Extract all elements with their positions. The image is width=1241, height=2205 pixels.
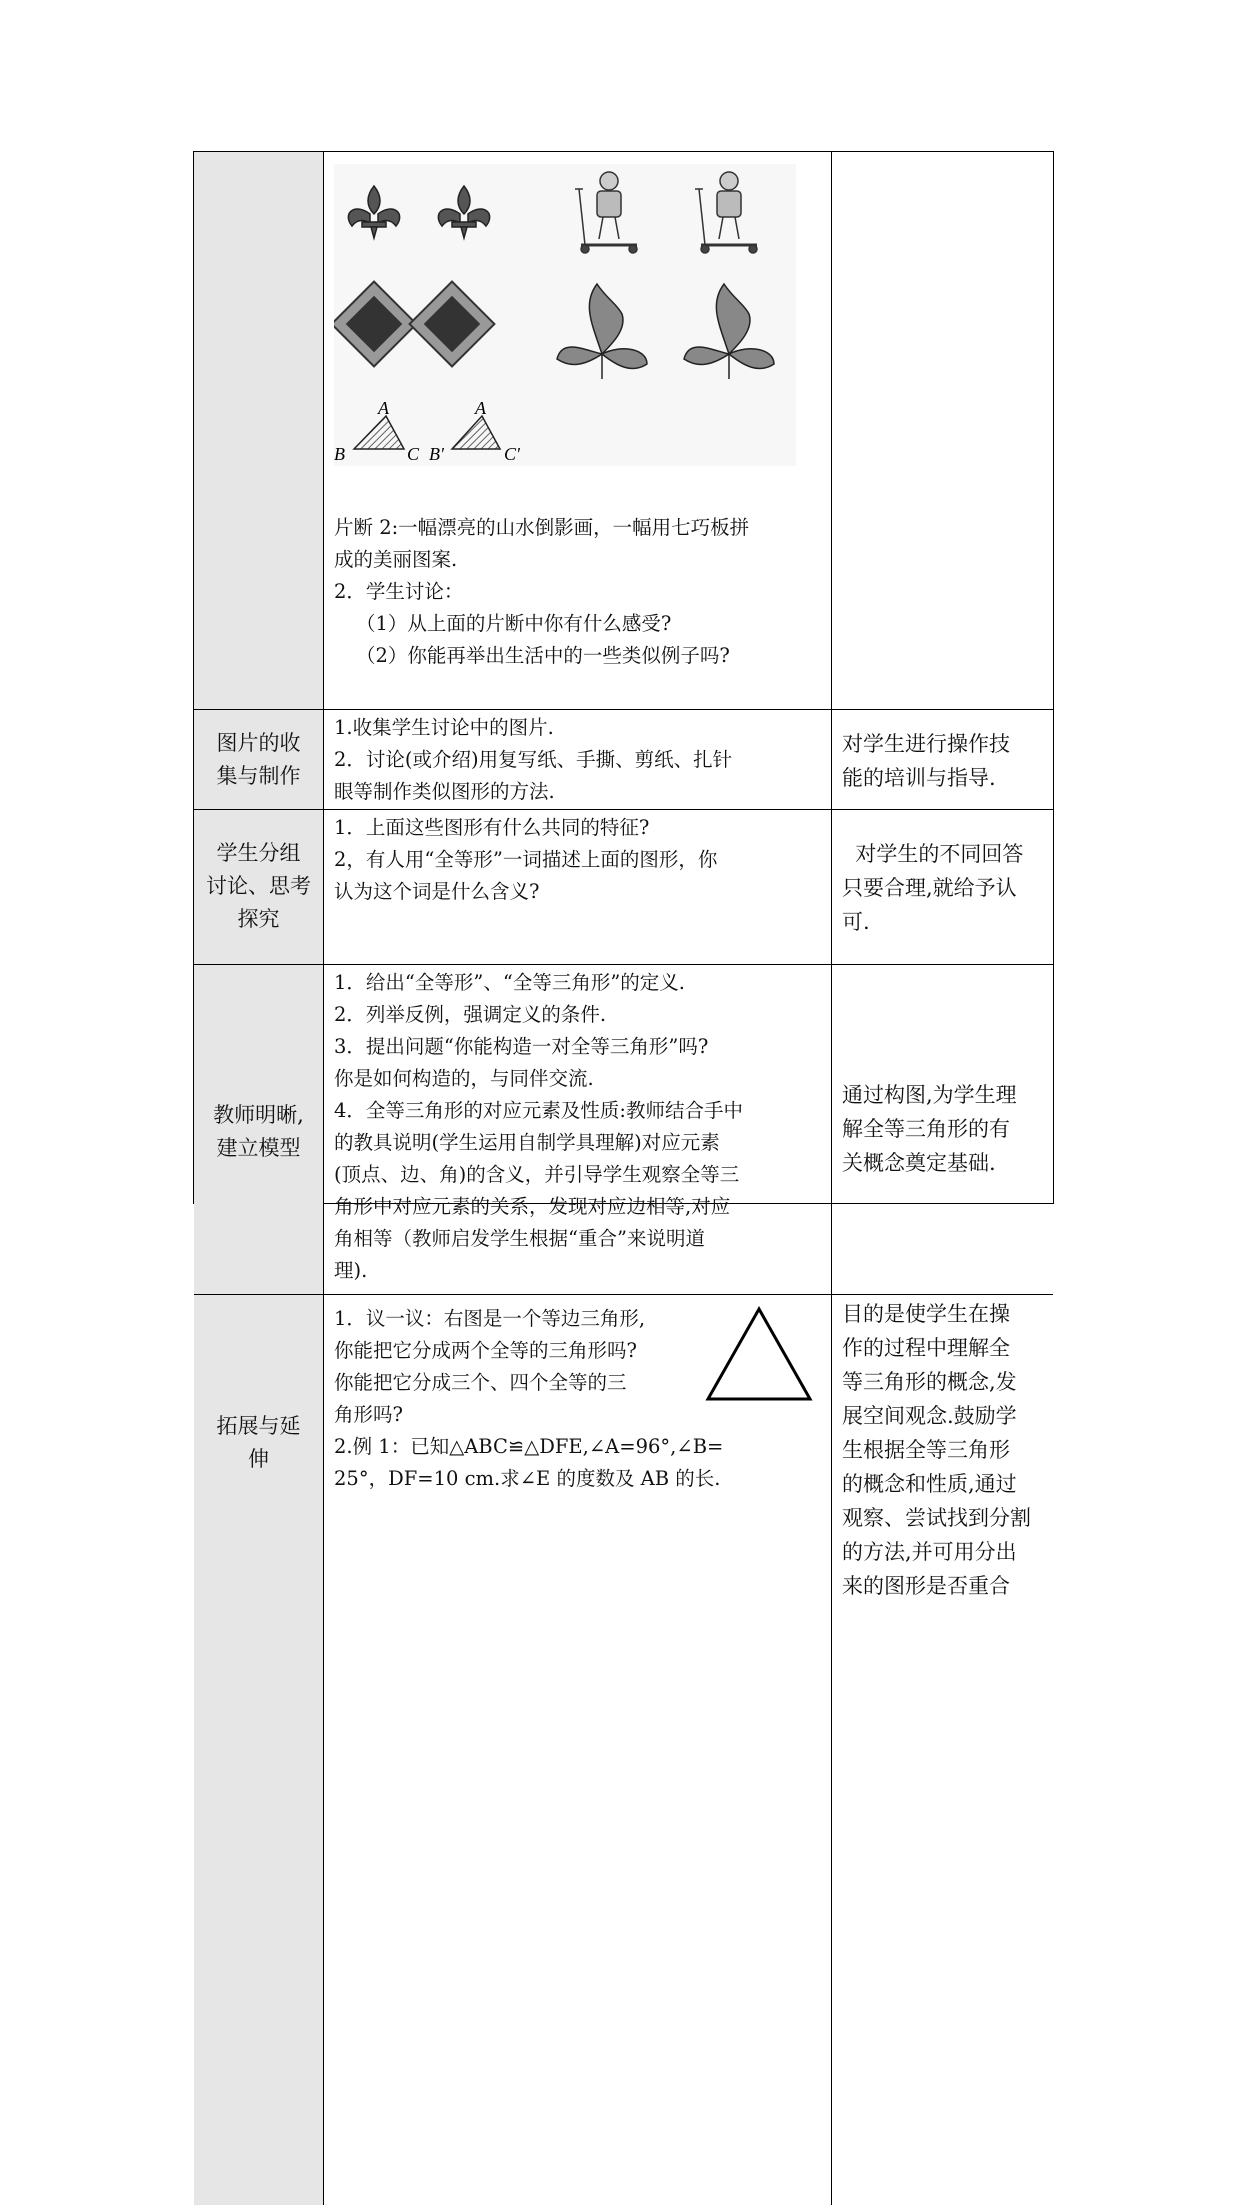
text-line: 对学生的不同回答 — [842, 842, 1024, 866]
text-line: 能的培训与指导. — [842, 766, 996, 790]
text-line: 成的美丽图案. — [334, 548, 458, 571]
text-line: 可. — [842, 910, 870, 934]
purpose-cell — [832, 810, 1053, 964]
stage-cell — [194, 1295, 324, 2205]
stage-cell — [194, 710, 324, 809]
text-line: 作的过程中理解全 — [842, 1336, 1010, 1360]
text-line: 认为这个词是什么含义? — [334, 880, 540, 903]
table-row — [194, 809, 1053, 964]
text-line: 目的是使学生在操 — [842, 1302, 1010, 1326]
stage-label: 讨论、思考 — [206, 874, 311, 898]
text-line: 2.例 1：已知△ABC≌△DFE,∠A=96°,∠B= — [334, 1435, 724, 1458]
equilateral-triangle-figure — [704, 1305, 814, 1403]
activity-cell — [324, 965, 832, 1294]
stage-label: 探究 — [237, 907, 280, 931]
text-line: 2．学生讨论： — [334, 580, 464, 603]
text-line: 的概念和性质,通过 — [842, 1472, 1017, 1496]
vertex-label: A — [475, 398, 486, 418]
text-line: 你是如何构造的，与同伴交流. — [334, 1067, 594, 1090]
stage-label: 集与制作 — [216, 764, 301, 788]
text-line: 2．列举反例，强调定义的条件. — [334, 1003, 607, 1026]
text-line: 25°，DF=10 cm.求∠E 的度数及 AB 的长. — [334, 1467, 721, 1490]
text-line: 你能把它分成两个全等的三角形吗? — [334, 1339, 637, 1362]
activity-cell — [324, 810, 832, 964]
text-line: (顶点、边、角)的含义，并引导学生观察全等三 — [334, 1163, 740, 1186]
text-line: 角相等（教师启发学生根据“重合”来说明道 — [334, 1227, 705, 1250]
purpose-cell — [832, 710, 1053, 809]
text-line: 3．提出问题“你能构造一对全等三角形”吗? — [334, 1035, 709, 1058]
text-line: 的方法,并可用分出 — [842, 1540, 1017, 1564]
vertex-label: C' — [504, 444, 520, 464]
text-line: 4．全等三角形的对应元素及性质:教师结合手中 — [334, 1099, 743, 1122]
activity-cell — [324, 710, 832, 809]
text-line: 理). — [334, 1259, 368, 1282]
purpose-cell — [832, 965, 1053, 1294]
vertex-label: B — [334, 444, 345, 464]
congruent-figures-image — [334, 164, 796, 466]
table-row — [194, 709, 1053, 809]
text-line: 角形吗? — [334, 1403, 403, 1426]
table-row — [194, 1294, 1053, 2205]
text-line: 解全等三角形的有 — [842, 1117, 1010, 1141]
purpose-cell — [832, 1295, 1053, 2205]
lesson-table — [193, 151, 1054, 1598]
text-line: 你能把它分成三个、四个全等的三 — [334, 1371, 627, 1394]
stage-label: 伸 — [248, 1447, 269, 1471]
purpose-cell — [832, 152, 1053, 709]
text-line: 等三角形的概念,发 — [842, 1370, 1017, 1394]
stage-label: 拓展与延 — [216, 1414, 301, 1438]
stage-cell — [194, 810, 324, 964]
text-line: 观察、尝试找到分割 — [842, 1506, 1031, 1530]
stage-label: 图片的收 — [216, 731, 301, 755]
text-line: 2，有人用“全等形”一词描述上面的图形，你 — [334, 848, 718, 871]
text-line: 关概念奠定基础. — [842, 1151, 996, 1175]
stage-label: 学生分组 — [216, 841, 301, 865]
text-line: 眼等制作类似图形的方法. — [334, 780, 555, 803]
table-row — [194, 964, 1053, 1294]
table-row — [194, 152, 1053, 709]
text-line: 对学生进行操作技 — [842, 732, 1010, 756]
text-line: 展空间观念.鼓励学 — [842, 1404, 1017, 1428]
text-line: 2．讨论(或介绍)用复写纸、手撕、剪纸、扎针 — [334, 748, 733, 771]
text-line: （1）从上面的片断中你有什么感受? — [356, 612, 672, 635]
text-line: 1．议一议：右图是一个等边三角形, — [334, 1307, 646, 1330]
text-line: 1．给出“全等形”、“全等三角形”的定义. — [334, 971, 685, 994]
text-line: 1．上面这些图形有什么共同的特征? — [334, 816, 650, 839]
text-line: 通过构图,为学生理 — [842, 1083, 1017, 1107]
stage-cell — [194, 152, 324, 709]
activity-text — [334, 512, 823, 672]
text-line: （2）你能再举出生活中的一些类似例子吗? — [356, 644, 730, 667]
text-line: 的教具说明(学生运用自制学具理解)对应元素 — [334, 1131, 720, 1154]
text-line: 角形中对应元素的关系，发现对应边相等,对应 — [334, 1195, 731, 1218]
text-line: 来的图形是否重合 — [842, 1574, 1010, 1598]
stage-label: 建立模型 — [216, 1136, 301, 1160]
activity-cell — [324, 1295, 832, 2205]
vertex-label: B' — [429, 444, 444, 464]
text-line: 只要合理,就给予认 — [842, 876, 1017, 900]
stage-cell — [194, 965, 324, 1294]
stage-label: 教师明晰, — [213, 1103, 304, 1127]
text-line: 1.收集学生讨论中的图片. — [334, 716, 554, 739]
activity-cell — [324, 152, 832, 709]
vertex-label: A — [378, 398, 389, 418]
text-line: 片断 2:一幅漂亮的山水倒影画，一幅用七巧板拼 — [334, 516, 750, 539]
vertex-label: C — [407, 444, 420, 464]
text-line: 生根据全等三角形 — [842, 1438, 1010, 1462]
